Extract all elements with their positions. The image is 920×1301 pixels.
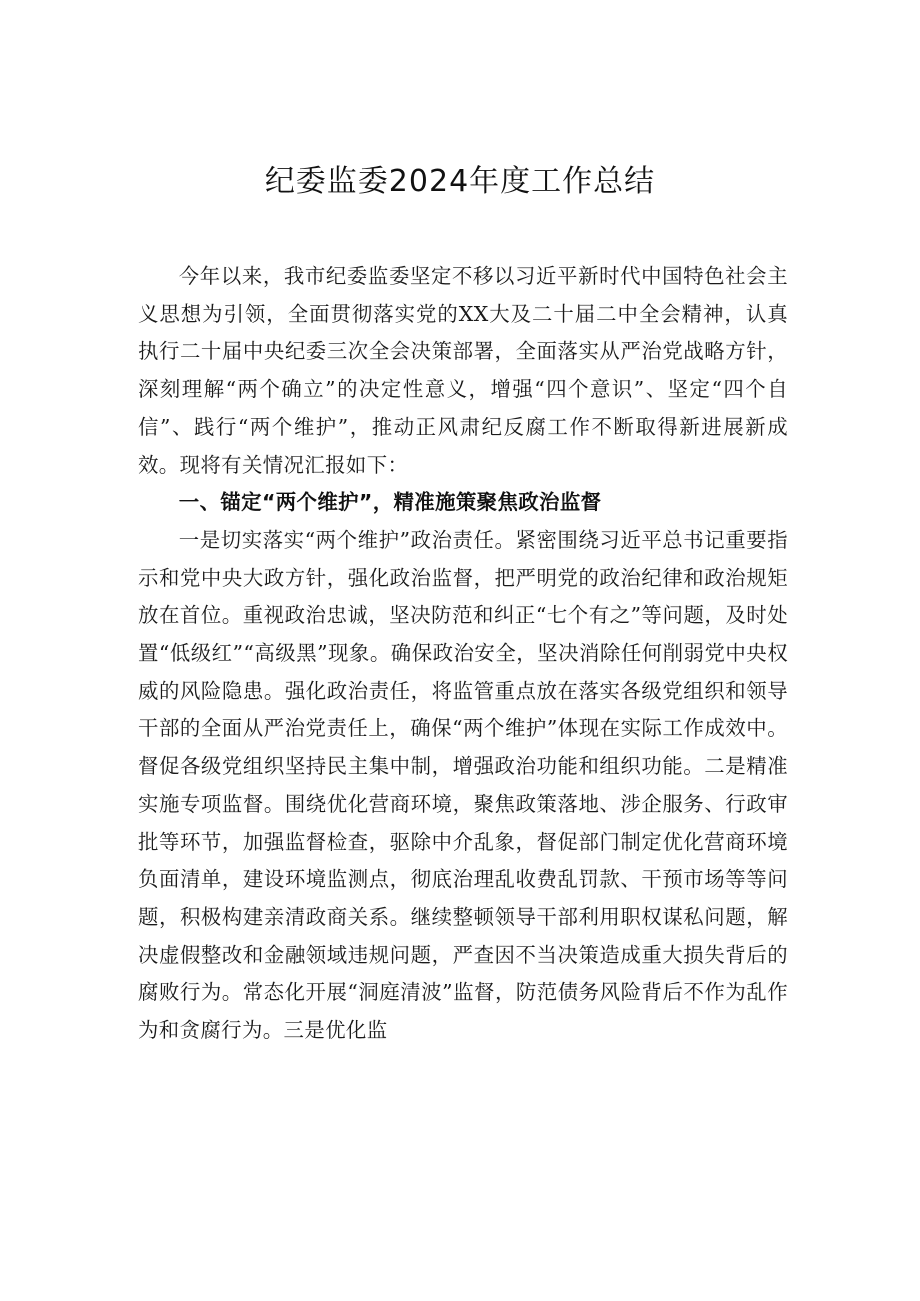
intro-paragraph: 今年以来，我市纪委监委坚定不移以习近平新时代中国特色社会主义思想为引领，全面贯彻落实党的XX大及二十届二中全会精神，认真执行二十届中央纪委三次全会决策部署，全面落实从严治党战略方针，深刻理解“两个确立”的决定性意义，增强“四个意识”、坚定“四个自信”、践行“两个维护”，推动正风肃纪反腐工作不断取得新进展新成效。现将有关情况汇报如下： — [138, 264, 788, 477]
section-1-paragraph: 一是切实落实“两个维护”政治责任。紧密围绕习近平总书记重要指示和党中央大政方针，强化政治监督，把严明党的政治纪律和政治规矩放在首位。重视政治忠诚，坚决防范和纠正“七个有之”等问题，及时处置“低级红”“高级黑”现象。确保政治安全，坚决消除任何削弱党中央权威的风险隐患。强化政治责任，将监管重点放在落实各级党组织和领导干部的全面从严治党责任上，确保“两个维护”体现在实际工作成效中。督促各级党组织坚持民主集中制，增强政治功能和组织功能。二是精准实施专项监督。围绕优化营商环境，聚焦政策落地、涉企服务、行政审批等环节，加强监督检查，驱除中介乱象，督促部门制定优化营商环境负面清单，建设环境监测点，彻底治理乱收费乱罚款、干预市场等等问题，积极构建亲清政商关系。继续整顿领导干部利用职权谋私问题，解决虚假整改和金融领域违规问题，严查因不当决策造成重大损失背后的腐败行为。常态化开展“洞庭清波”监督，防范债务风险背后不作为乱作为和贪腐行为。三是优化监 — [138, 527, 788, 1043]
section-heading-1: 一、锚定“两个维护”，精准施策聚焦政治监督 — [178, 490, 602, 515]
document-body — [138, 258, 788, 1050]
document-title: 纪委监委2024年度工作总结 — [264, 164, 656, 199]
